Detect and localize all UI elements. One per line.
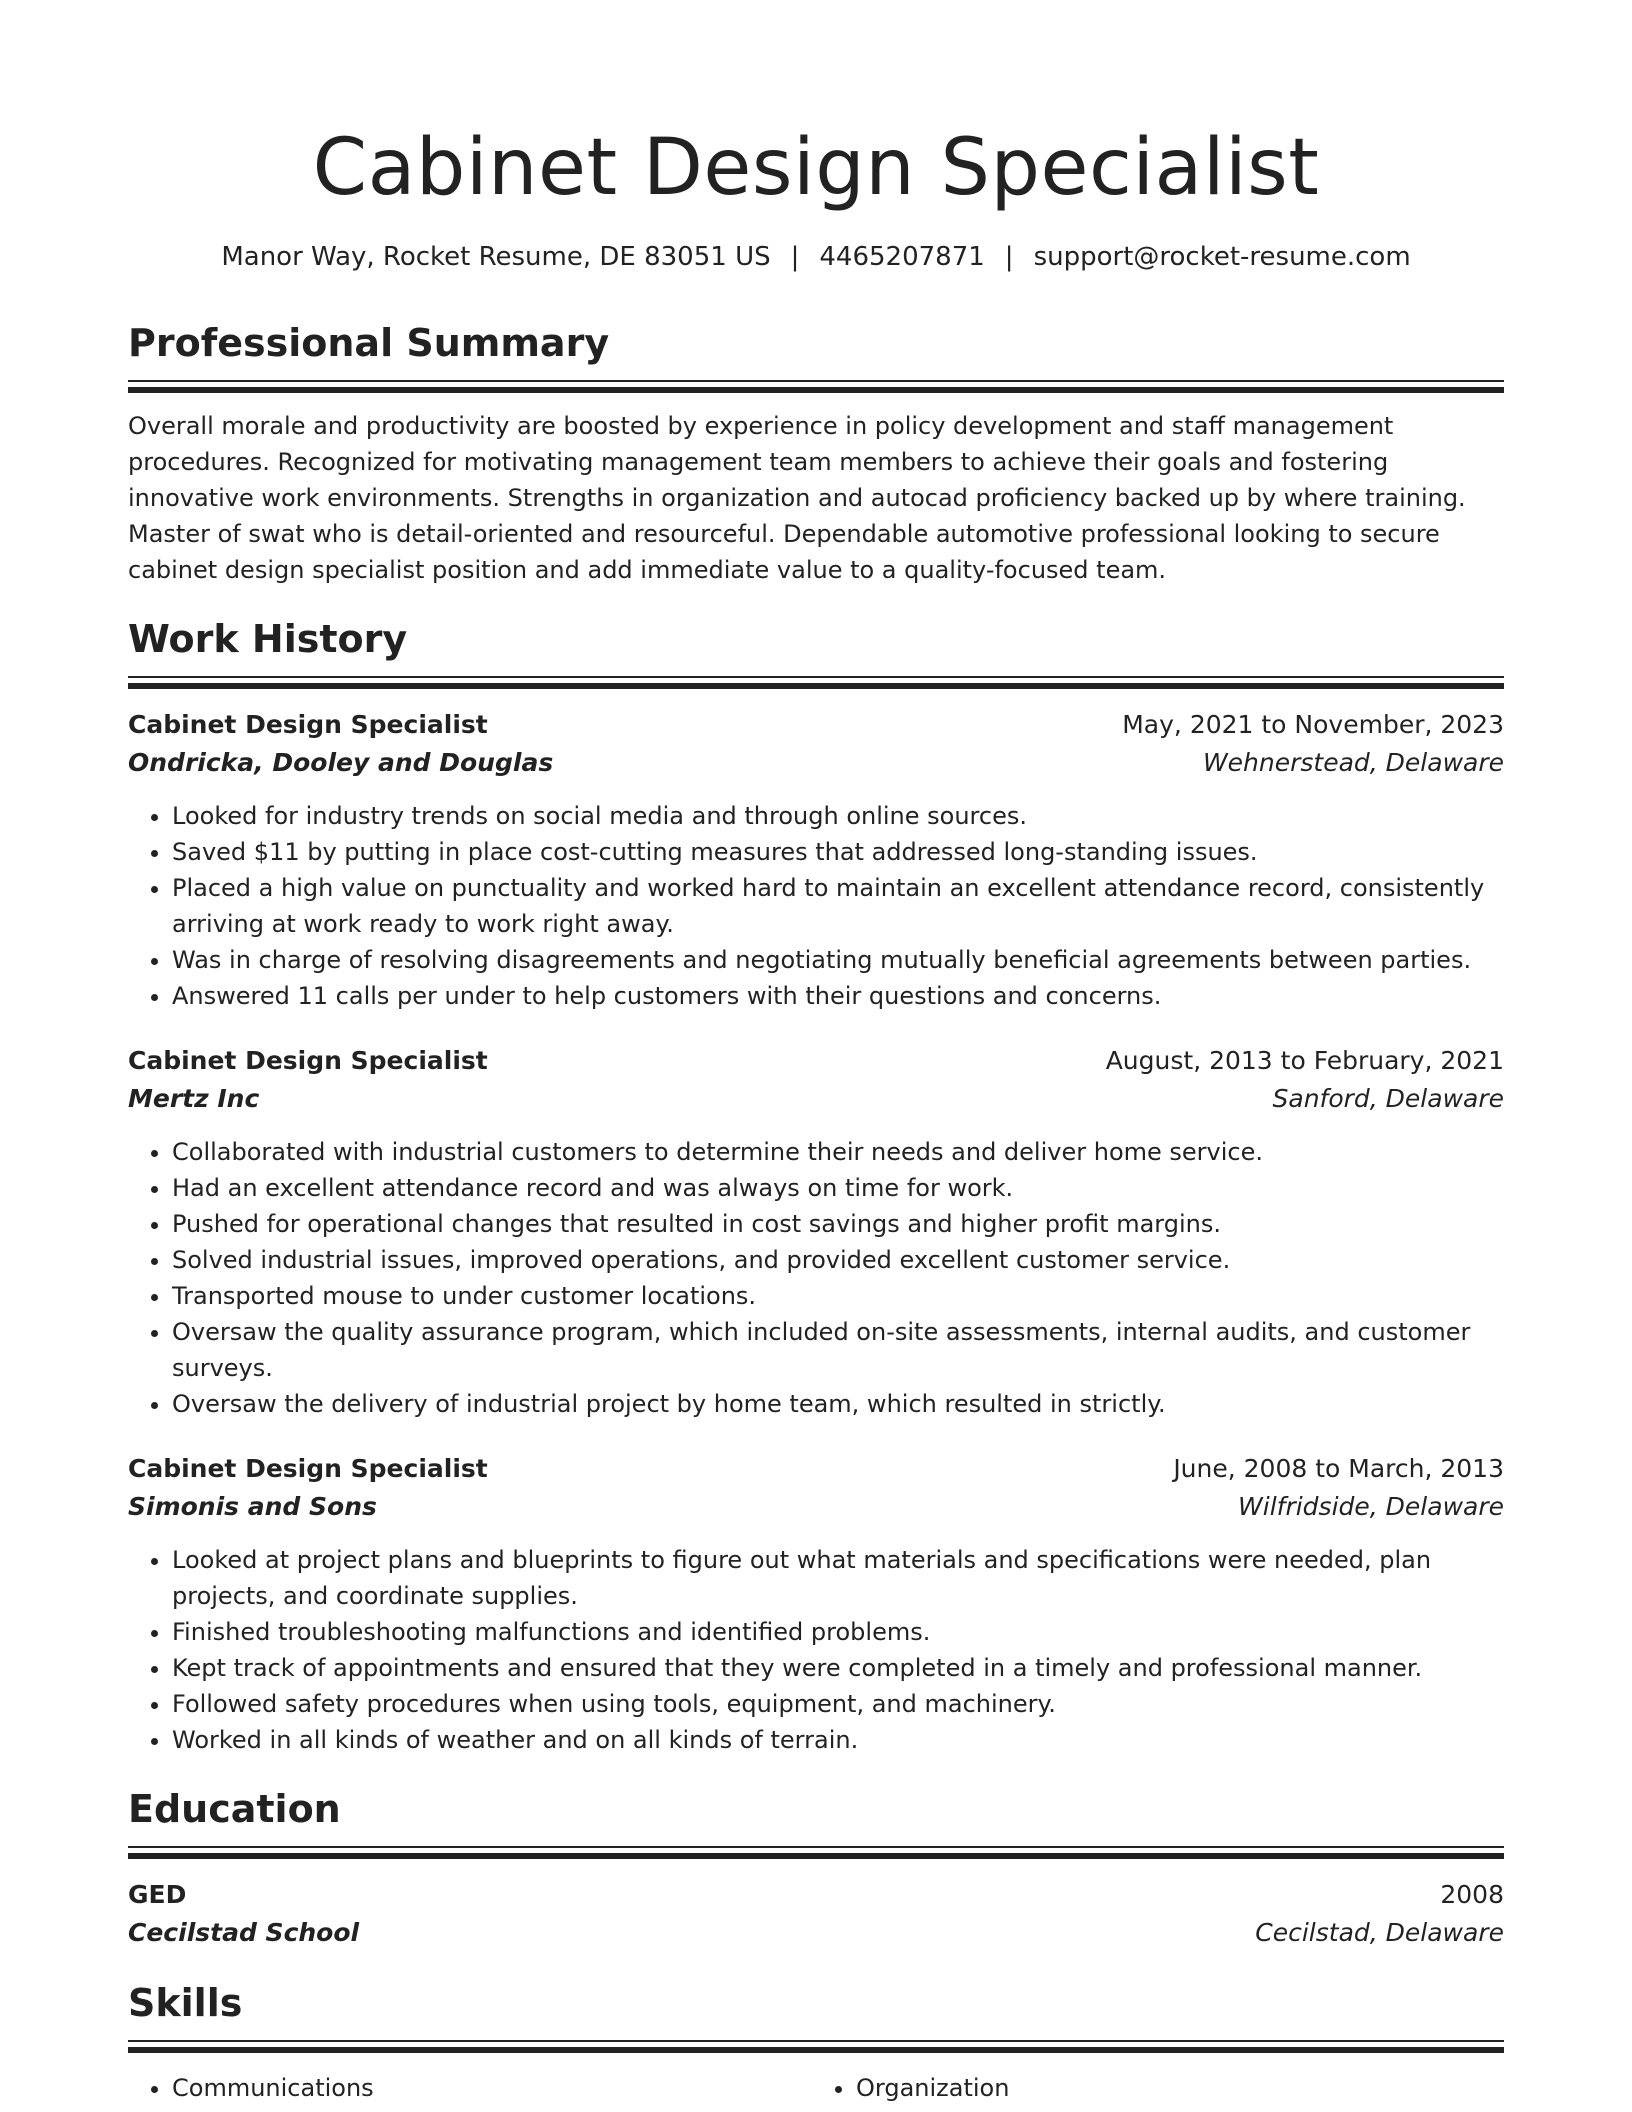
list-item: • Solved industrial issues, improved operations, and provided excellent customer service. [172,1242,1504,1278]
job-location: Wilfridside, Delaware [1238,1492,1504,1521]
job-header-row [128,706,1504,744]
contact-line [0,240,1632,274]
education-section [128,1784,1504,1952]
job-bullets [128,1134,1504,1422]
job-bullets [128,798,1504,1014]
education-degree: GED [128,1880,187,1909]
list-item: • Looked for industry trends on social media and through online sources. [172,798,1504,834]
job-employer-row [128,1488,1504,1526]
list-item: • Finished troubleshooting malfunctions and identified problems. [172,1614,1504,1650]
contact-phone: 4465207871 [819,242,985,272]
job-location: Sanford, Delaware [1272,1084,1504,1113]
section-divider [128,676,1504,690]
summary-section [128,318,1504,588]
list-item: • Had an excellent attendance record and was always on time for work. [172,1170,1504,1206]
job-location: Wehnerstead, Delaware [1202,748,1504,777]
list-item: • Kept track of appointments and ensured that they were completed in a timely and professional manner. [172,1650,1504,1686]
list-item: • Followed safety procedures when using tools, equipment, and machinery. [172,1686,1504,1722]
job-bullets [128,1542,1504,1758]
job-company: Simonis and Sons [128,1492,377,1521]
section-title: Work History [128,617,408,661]
section-title: Skills [128,1981,243,2025]
contact-email: support@rocket-resume.com [1033,242,1411,272]
list-item: • Oversaw the delivery of industrial project by home team, which resulted in strictly. [172,1386,1504,1422]
education-school: Cecilstad School [128,1918,360,1947]
list-item: • Saved $11 by putting in place cost-cutting measures that addressed long-standing issues. [172,834,1504,870]
section-title: Professional Summary [128,321,610,365]
job-entry [128,1042,1504,1422]
list-item: • Answered 11 calls per under to help customers with their questions and concerns. [172,978,1504,1014]
list-item: • Looked at project plans and blueprints to figure out what materials and specifications were needed, plan projects, and coordinate supplies. [172,1542,1504,1614]
job-header-row [128,1042,1504,1080]
job-company: Mertz Inc [128,1084,260,1113]
list-item: • Organization [856,2070,1496,2106]
job-entry [128,1450,1504,1758]
job-header-row [128,1450,1504,1488]
job-role: Cabinet Design Specialist [128,1454,488,1483]
list-item: • Placed a high value on punctuality and worked hard to maintain an excellent attendance record, consistently arriving at work ready to work right away. [172,870,1504,942]
list-item: • Oversaw the quality assurance program, which included on-site assessments, internal audits, and customer surveys. [172,1314,1504,1386]
education-year: 2008 [1440,1880,1504,1909]
section-divider [128,380,1504,394]
job-role: Cabinet Design Specialist [128,1046,488,1075]
list-item: • Worked in all kinds of weather and on all kinds of terrain. [172,1722,1504,1758]
list-item: • Transported mouse to under customer locations. [172,1278,1504,1314]
contact-separator: | [1004,242,1014,272]
list-item: • Was in charge of resolving disagreements and negotiating mutually beneficial agreements between parties. [172,942,1504,978]
skills-list-left [128,2070,812,2106]
section-divider [128,1846,1504,1860]
job-dates: June, 2008 to March, 2013 [1173,1454,1504,1483]
list-item: • Collaborated with industrial customers to determine their needs and deliver home service. [172,1134,1504,1170]
job-entry [128,706,1504,1014]
job-employer-row [128,744,1504,782]
education-school-row [128,1914,1504,1952]
skills-section [128,1978,1504,2106]
job-dates: May, 2021 to November, 2023 [1122,710,1504,739]
section-divider [128,2040,1504,2054]
section-title: Education [128,1787,341,1831]
job-employer-row [128,1080,1504,1118]
list-item: • Communications [172,2070,812,2106]
skills-list-right [812,2070,1496,2106]
summary-text: Overall morale and productivity are boosted by experience in policy development and staff management procedures. Recognized for motivating management team members to achieve their goals and fostering innovative work environments. Strengths in organization and autocad proficiency backed up by where training. Master of swat who is detail-oriented and resourceful. Dependable automotive professional looking to secure cabinet design specialist position and add immediate value to a quality-focused team. [128,412,1466,584]
list-item: • Pushed for operational changes that resulted in cost savings and higher profit margins. [172,1206,1504,1242]
resume-name: Cabinet Design Specialist [312,123,1320,213]
contact-address: Manor Way, Rocket Resume, DE 83051 US [221,242,771,272]
education-entry [128,1876,1504,1952]
contact-separator: | [790,242,800,272]
job-dates: August, 2013 to February, 2021 [1105,1046,1504,1075]
job-role: Cabinet Design Specialist [128,710,488,739]
education-header-row [128,1876,1504,1914]
skills-columns [128,2070,1504,2106]
education-location: Cecilstad, Delaware [1255,1918,1504,1947]
resume-content [128,318,1504,2106]
work-history-section [128,614,1504,1758]
job-company: Ondricka, Dooley and Douglas [128,748,554,777]
